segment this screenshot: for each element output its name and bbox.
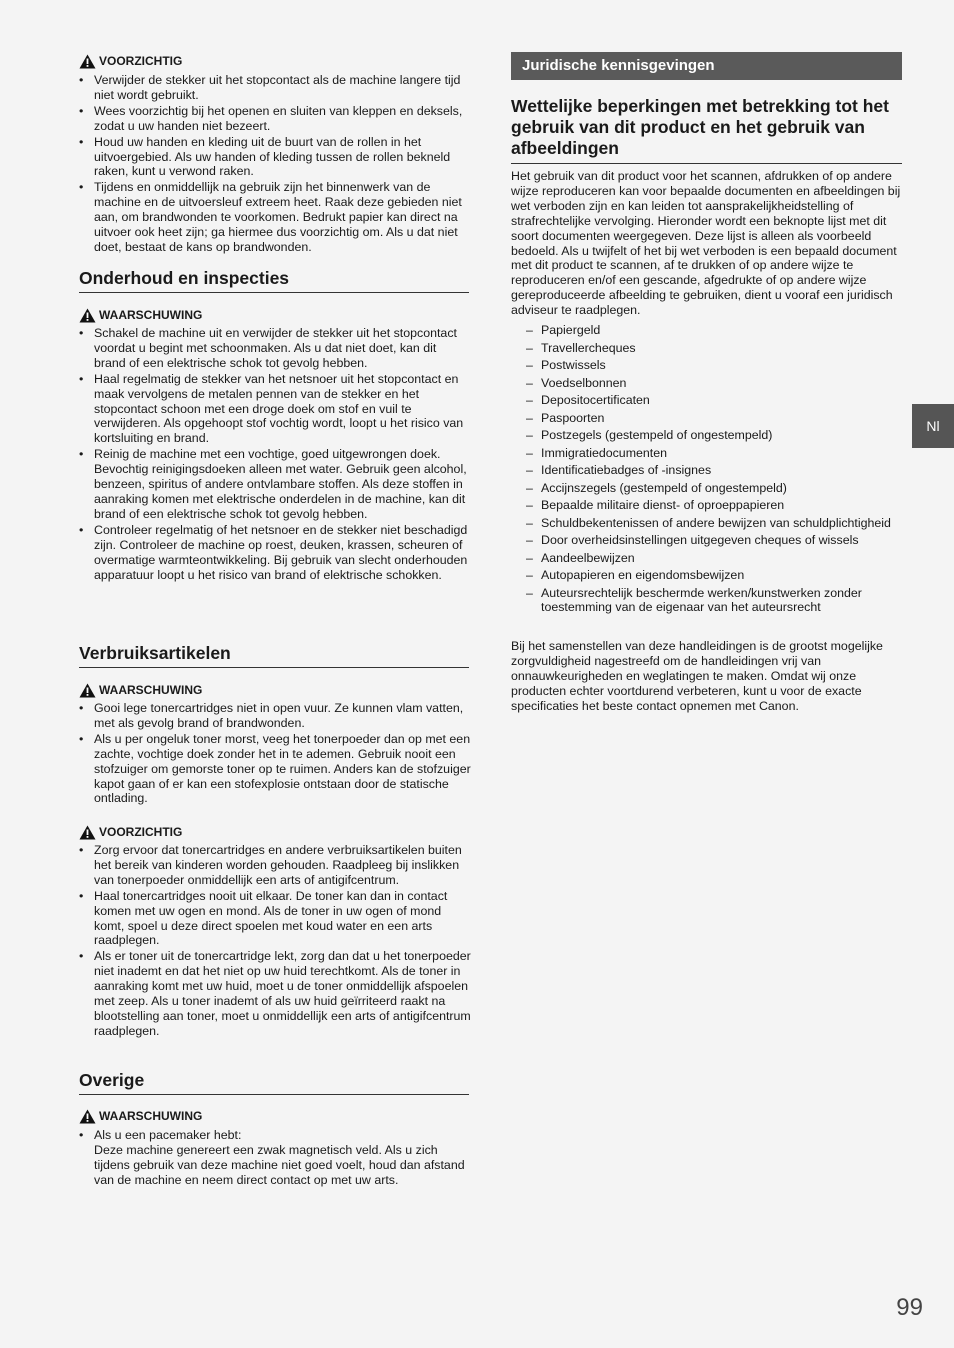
list-item: – Accijnszegels (gestempeld of ongestempeld) — [526, 481, 902, 496]
list-item — [79, 1128, 471, 1188]
warning-label — [79, 1108, 202, 1124]
warning-triangle-icon — [79, 54, 96, 69]
list-item: – Postwissels — [526, 358, 902, 373]
warning-triangle-icon — [79, 683, 96, 698]
language-tab[interactable]: Nl — [912, 404, 954, 448]
section-title-other: Overige — [79, 1069, 469, 1095]
caution-label-text: VOORZICHTIG — [99, 54, 183, 68]
list-item: – Paspoorten — [526, 411, 902, 426]
list-item: – Auteursrechtelijk beschermde werken/kunstwerken zonder toestemming van de eigenaar van het auteursrecht — [526, 586, 902, 616]
caution-label — [79, 824, 182, 840]
list-item: • Als u per ongeluk toner morst, veeg het tonerpoeder dan op met een zachte, vochtige doek zonder het in te ademen. Gebruik nooit een stofzuiger om gemorste toner op te ruimen. Anders kan de stofzuiger kapot gaan of er kan een stofexplosie ontstaan door de statische ontlading. — [79, 732, 471, 807]
list-item-heading: Als u een pacemaker hebt: — [94, 1128, 242, 1142]
list-item: • Als er toner uit de tonercartridge lekt, zorg dan dat u het tonerpoeder niet inademt en dat het niet op uw huid terechtkomt. Als de toner in aanraking komt met uw huid, moet u de toner onmiddellijk afspoelen met zeep. Als u toner inademt of als uw huid geïrriteerd raakt na blootstelling aan toner, moet u onmiddellijk een arts of antigifcentrum raadplegen. — [79, 949, 471, 1038]
warning-label-text: WAARSCHUWING — [99, 1109, 203, 1123]
maintenance-warning-list — [79, 326, 471, 582]
warning-label — [79, 307, 202, 323]
legal-intro-paragraph: Het gebruik van dit product voor het scannen, afdrukken of op andere wijze reproduceren kan voor bepaalde documenten en afbeeldingen bij wet verboden zijn en kan leiden tot aansprakelijkheidstelling of strafrechtelijke vervolging. Hieronder wordt een beknopte lijst met dit soort documenten weergegeven. Deze lijst is alleen als voorbeeld bedoeld. Als u twijfelt of het bij wet verboden is een bepaald document met dit product te scannen, af te drukken of op andere wijze te reproduceren en/of een gescande, afgedrukte of op andere wijze gereproduceerde afbeelding te gebruiken, dient u vooraf een juridisch adviseur te raadplegen. — [511, 169, 901, 318]
list-item: – Aandeelbewijzen — [526, 551, 902, 566]
list-item: • Reinig de machine met een vochtige, goed uitgewrongen doek. Bevochtig reinigingsdoeken alleen met water. Gebruik geen alcohol, benzeen, spiritus of andere ontvlambare stoffen. Als deze stoffen in aanraking komen met elektrische onderdelen in de machine, kan dit brand of een elektrische schok tot gevolg hebben. — [79, 447, 471, 522]
list-item: – Schuldbekentenissen of andere bewijzen van schuldplichtigheid — [526, 516, 902, 531]
section-title-consumables: Verbruiksartikelen — [79, 642, 469, 668]
closing-paragraph: Bij het samenstellen van deze handleidingen is de grootst mogelijke zorgvuldigheid nagestreefd om de handleidingen vrij van onnauwkeurigheden en weglatingen te maken. Omdat wij onze producten echter voortdurend verbeteren, kunt u voor de exacte specificaties het beste contact opnemen met Canon. — [511, 639, 883, 713]
list-item: – Travellercheques — [526, 341, 902, 356]
list-item: – Papiergeld — [526, 323, 902, 338]
list-item: – Autopapieren en eigendomsbewijzen — [526, 568, 902, 583]
list-item: – Voedselbonnen — [526, 376, 902, 391]
section-bar-legal-notices: Juridische kennisgevingen — [511, 52, 902, 80]
warning-label-text: WAARSCHUWING — [99, 308, 203, 322]
caution-label-text: VOORZICHTIG — [99, 825, 183, 839]
warning-label — [79, 682, 202, 698]
legal-title: Wettelijke beperkingen met betrekking tot het gebruik van dit product en het gebruik van afbeeldingen — [511, 96, 902, 164]
list-item: • Houd uw handen en kleding uit de buurt van de rollen in het uitvoergebied. Als uw handen of kleding tussen de rollen bekneld raken, kunt u verwond raken. — [79, 135, 471, 180]
list-item: – Depositocertificaten — [526, 393, 902, 408]
warning-triangle-icon — [79, 1109, 96, 1124]
list-item: – Identificatiebadges of -insignes — [526, 463, 902, 478]
list-item: • Haal tonercartridges nooit uit elkaar. De toner kan dan in contact komen met uw ogen en mond. Als de toner in uw ogen of mond komt, spoel u deze direct spoelen met koud water en een arts raadplegen. — [79, 889, 471, 949]
section-title-maintenance: Onderhoud en inspecties — [79, 267, 469, 293]
caution-label — [79, 53, 182, 69]
list-item: – Door overheidsinstellingen uitgegeven cheques of wissels — [526, 533, 902, 548]
other-warning-list — [79, 1128, 471, 1188]
list-item: – Postzegels (gestempeld of ongestempeld) — [526, 428, 902, 443]
list-item: • Schakel de machine uit en verwijder de stekker uit het stopcontact voordat u begint met schoonmaken. Als u dat niet doet, kan dit brand of een elektrische schok tot gevolg hebben. — [79, 326, 471, 371]
list-item: – Bepaalde militaire dienst- of oproeppapieren — [526, 498, 902, 513]
warning-triangle-icon — [79, 825, 96, 840]
consumables-warning-list — [79, 701, 471, 806]
list-item: • Haal regelmatig de stekker van het netsnoer uit het stopcontact en maak vervolgens de metalen pennen van de stekker en het stopcontact schoon met een droge doek om stof en vuil te verwijderen. Als opgehoopt stof vochtig wordt, loopt u het risico van kortsluiting en brand. — [79, 372, 471, 447]
list-item: • Wees voorzichtig bij het openen en sluiten van kleppen en deksels, zodat u uw handen niet bezeert. — [79, 104, 471, 134]
page-number: 99 — [896, 1294, 923, 1321]
list-item: • Verwijder de stekker uit het stopcontact als de machine langere tijd niet wordt gebruikt. — [79, 73, 471, 103]
caution-list — [79, 73, 471, 255]
list-item: • Gooi lege tonercartridges niet in open vuur. Ze kunnen vlam vatten, met als gevolg brand of brandwonden. — [79, 701, 471, 731]
list-item: – Immigratiedocumenten — [526, 446, 902, 461]
list-item: • Controleer regelmatig of het netsnoer en de stekker niet beschadigd zijn. Controleer de machine op roest, deuken, krassen, scheuren of overmatige warmteontwikkeling. Bij gebruik van slecht onderhouden apparatuur loopt u het risico van brand of elektrische schokken. — [79, 523, 471, 583]
warning-triangle-icon — [79, 308, 96, 323]
list-item: • Zorg ervoor dat tonercartridges en andere verbruiksartikelen buiten het bereik van kinderen worden gehouden. Raadpleeg bij inslikken van tonerpoeder onmiddellijk een arts of antigifcentrum. — [79, 843, 471, 888]
restricted-documents-list — [526, 323, 902, 618]
list-item: • Tijdens en onmiddellijk na gebruik zijn het binnenwerk van de machine en de uitvoersleuf extreem heet. Raak deze gebieden niet aan, om brandwonden te voorkomen. Bedrukt papier kan direct na uitvoer ook heet zijn; ga hiermee dus voorzichtig om. Als u dat niet doet, bestaat de kans op brandwonden. — [79, 180, 471, 255]
list-item-body: Deze machine genereert een zwak magnetisch veld. Als u zich tijdens gebruik van deze machine niet goed voelt, houd dan afstand van de machine en neem direct contact op met uw arts. — [94, 1142, 465, 1187]
consumables-caution-list — [79, 843, 471, 1039]
warning-label-text: WAARSCHUWING — [99, 683, 203, 697]
